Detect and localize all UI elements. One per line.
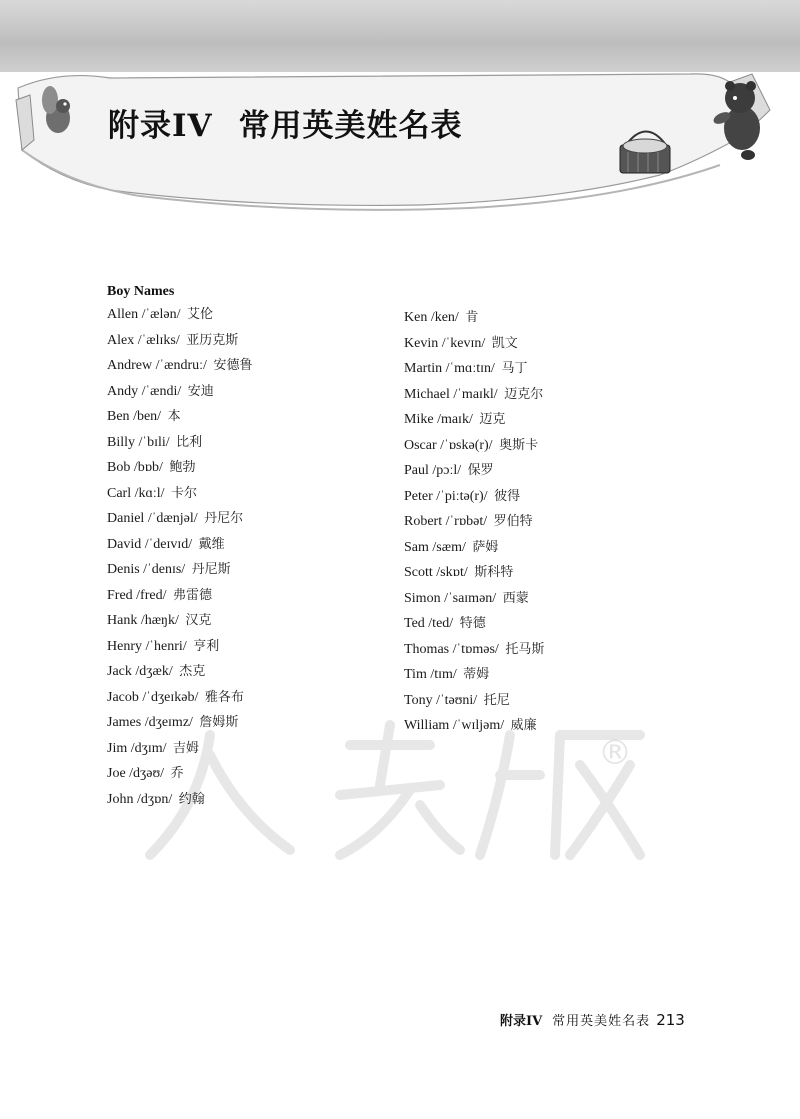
name-cn: 凯文 xyxy=(491,335,518,351)
name-en: Jack xyxy=(107,664,132,679)
name-ipa: /dʒæk/ xyxy=(135,664,173,679)
name-ipa: /ted/ xyxy=(428,616,454,631)
name-cn: 蒂姆 xyxy=(463,667,490,682)
name-cn: 斯科特 xyxy=(474,565,514,580)
name-ipa: /skɒt/ xyxy=(436,565,468,580)
name-ipa: /ˈsaɪmən/ xyxy=(444,590,497,606)
name-en: Allen xyxy=(107,307,139,322)
name-cn: 乔 xyxy=(170,766,184,781)
name-en: Robert xyxy=(404,514,443,529)
name-ipa: /ˈkevɪn/ xyxy=(441,335,486,351)
name-en: Thomas xyxy=(404,641,450,657)
name-ipa: /ˈdænjəl/ xyxy=(147,511,198,526)
list-item xyxy=(404,564,544,590)
name-ipa: /ˈmɑːtɪn/ xyxy=(445,361,495,376)
list-item xyxy=(107,587,252,613)
list-item xyxy=(404,590,544,616)
name-ipa: /tɪm/ xyxy=(430,667,457,682)
name-en: James xyxy=(107,715,142,730)
list-item xyxy=(404,335,544,361)
name-cn: 托马斯 xyxy=(505,641,545,657)
name-en: Daniel xyxy=(107,511,145,526)
name-en: Ken xyxy=(404,310,428,325)
name-en: Denis xyxy=(107,562,140,577)
name-ipa: /ˈbɪli/ xyxy=(138,434,170,450)
name-en: William xyxy=(404,718,450,733)
list-item xyxy=(404,539,544,565)
footer-title: 常用英美姓名表 xyxy=(552,1014,651,1029)
list-item xyxy=(107,536,252,562)
boy-names-heading: Boy Names xyxy=(107,284,175,299)
name-en: Jacob xyxy=(107,689,139,705)
name-ipa: /pɔːl/ xyxy=(432,463,462,478)
list-item xyxy=(107,357,252,383)
name-en: Jim xyxy=(107,740,128,756)
footer-section: 附录IV xyxy=(500,1014,543,1029)
title-text: 常用英美姓名表 xyxy=(238,108,463,144)
names-right-column xyxy=(404,309,544,743)
list-item xyxy=(404,488,544,514)
name-ipa: /ˈɒskə(r)/ xyxy=(440,437,493,453)
name-ipa: /ˈændruː/ xyxy=(155,358,207,373)
list-item xyxy=(107,485,252,511)
name-ipa: /dʒɒn/ xyxy=(136,791,173,807)
list-item xyxy=(404,386,544,412)
name-en: Andrew xyxy=(107,358,153,373)
name-cn: 约翰 xyxy=(178,791,205,807)
name-en: Bob xyxy=(107,460,131,475)
list-item xyxy=(404,411,544,437)
name-ipa: /ˈdʒeɪkəb/ xyxy=(142,689,199,705)
name-ipa: /ˈpiːtə(r)/ xyxy=(436,488,488,504)
list-item xyxy=(107,383,252,409)
name-cn: 丹尼斯 xyxy=(191,562,231,577)
list-item xyxy=(404,666,544,692)
name-cn: 奥斯卡 xyxy=(499,437,539,453)
name-en: Ted xyxy=(404,616,425,631)
name-cn: 艾伦 xyxy=(187,307,214,322)
name-cn: 丹尼尔 xyxy=(204,511,244,526)
title-section: 附录IV xyxy=(108,108,213,144)
list-item xyxy=(107,332,252,358)
list-item xyxy=(404,513,544,539)
name-cn: 吉姆 xyxy=(173,740,200,756)
name-cn: 詹姆斯 xyxy=(199,715,239,730)
name-ipa: /maɪk/ xyxy=(437,412,473,427)
list-item xyxy=(404,641,544,667)
name-en: Scott xyxy=(404,565,433,580)
list-item xyxy=(404,437,544,463)
list-item xyxy=(107,459,252,485)
name-en: Simon xyxy=(404,590,441,606)
name-ipa: /ben/ xyxy=(133,409,162,424)
name-ipa: /ken/ xyxy=(430,310,459,325)
name-cn: 杰克 xyxy=(179,664,206,679)
list-item xyxy=(404,360,544,386)
name-ipa: /ˈændi/ xyxy=(141,383,182,399)
name-ipa: /ˈtəʊni/ xyxy=(436,692,478,708)
name-cn: 亚历克斯 xyxy=(186,332,239,348)
name-cn: 亨利 xyxy=(193,638,220,654)
list-item xyxy=(107,306,252,332)
name-en: Oscar xyxy=(404,437,437,453)
name-ipa: /ˈdeɪvɪd/ xyxy=(144,536,193,552)
name-en: Paul xyxy=(404,463,429,478)
name-en: Alex xyxy=(107,332,135,348)
name-cn: 威廉 xyxy=(510,718,537,733)
name-en: Martin xyxy=(404,361,443,376)
name-cn: 雅各布 xyxy=(204,689,244,705)
name-cn: 罗伯特 xyxy=(493,514,533,529)
name-cn: 戴维 xyxy=(198,536,225,552)
name-cn: 本 xyxy=(167,409,181,424)
name-ipa: /sæm/ xyxy=(432,539,466,555)
name-en: Peter xyxy=(404,488,433,504)
list-item xyxy=(107,561,252,587)
list-item xyxy=(404,692,544,718)
list-item xyxy=(107,434,252,460)
name-cn: 马丁 xyxy=(501,361,528,376)
name-cn: 卡尔 xyxy=(171,485,198,501)
name-cn: 安迪 xyxy=(187,383,214,399)
name-ipa: /ˈælɪks/ xyxy=(137,332,180,348)
list-item xyxy=(404,615,544,641)
name-cn: 西蒙 xyxy=(502,590,529,606)
name-en: Mike xyxy=(404,412,434,427)
name-ipa: /dʒəʊ/ xyxy=(129,766,165,781)
name-cn: 保罗 xyxy=(467,463,494,478)
name-en: Carl xyxy=(107,485,132,501)
name-cn: 安德鲁 xyxy=(213,358,253,373)
list-item xyxy=(107,510,252,536)
name-cn: 比利 xyxy=(176,434,203,450)
list-item xyxy=(107,612,252,638)
name-en: Tony xyxy=(404,692,433,708)
list-item xyxy=(107,689,252,715)
name-ipa: /ˈmaɪkl/ xyxy=(453,386,498,402)
list-item xyxy=(404,462,544,488)
name-ipa: /ˈhenri/ xyxy=(145,638,187,654)
name-cn: 肯 xyxy=(465,310,479,325)
name-en: Billy xyxy=(107,434,136,450)
name-en: John xyxy=(107,791,134,807)
name-cn: 彼得 xyxy=(494,488,521,504)
name-cn: 迈克 xyxy=(479,412,506,427)
name-ipa: /dʒɪm/ xyxy=(130,740,167,756)
name-en: Ben xyxy=(107,409,130,424)
name-ipa: /ˈdenɪs/ xyxy=(143,562,186,577)
registered-mark: ® xyxy=(598,733,632,773)
name-ipa: /ˈælən/ xyxy=(141,307,181,322)
watermark-logo xyxy=(140,715,660,865)
name-en: Fred xyxy=(107,587,133,603)
page-title xyxy=(108,100,463,145)
name-en: Andy xyxy=(107,383,139,399)
name-ipa: /ˈrɒbət/ xyxy=(445,514,488,529)
page-number: 213 xyxy=(656,1011,685,1029)
name-cn: 汉克 xyxy=(185,613,212,628)
name-en: Hank xyxy=(107,613,138,628)
name-en: Sam xyxy=(404,539,429,555)
name-ipa: /ˈtɒməs/ xyxy=(452,641,499,657)
name-cn: 鲍勃 xyxy=(169,460,196,475)
name-en: David xyxy=(107,536,142,552)
name-cn: 托尼 xyxy=(483,692,510,708)
name-ipa: /ˈwɪljəm/ xyxy=(452,718,505,733)
name-ipa: /kɑːl/ xyxy=(134,485,165,501)
name-ipa: /bɒb/ xyxy=(133,460,163,475)
name-cn: 迈克尔 xyxy=(504,386,544,402)
name-ipa: /fred/ xyxy=(136,587,167,603)
name-cn: 特德 xyxy=(459,616,486,631)
page-footer xyxy=(500,1010,685,1029)
list-item xyxy=(404,309,544,335)
name-ipa: /dʒeɪmz/ xyxy=(144,715,193,730)
name-en: Kevin xyxy=(404,335,439,351)
list-item xyxy=(107,663,252,689)
list-item xyxy=(107,408,252,434)
name-en: Joe xyxy=(107,766,126,781)
list-item xyxy=(107,638,252,664)
name-en: Michael xyxy=(404,386,450,402)
name-cn: 萨姆 xyxy=(472,539,499,555)
name-cn: 弗雷德 xyxy=(173,587,213,603)
name-ipa: /hæŋk/ xyxy=(140,613,179,628)
name-en: Tim xyxy=(404,667,427,682)
name-en: Henry xyxy=(107,638,142,654)
